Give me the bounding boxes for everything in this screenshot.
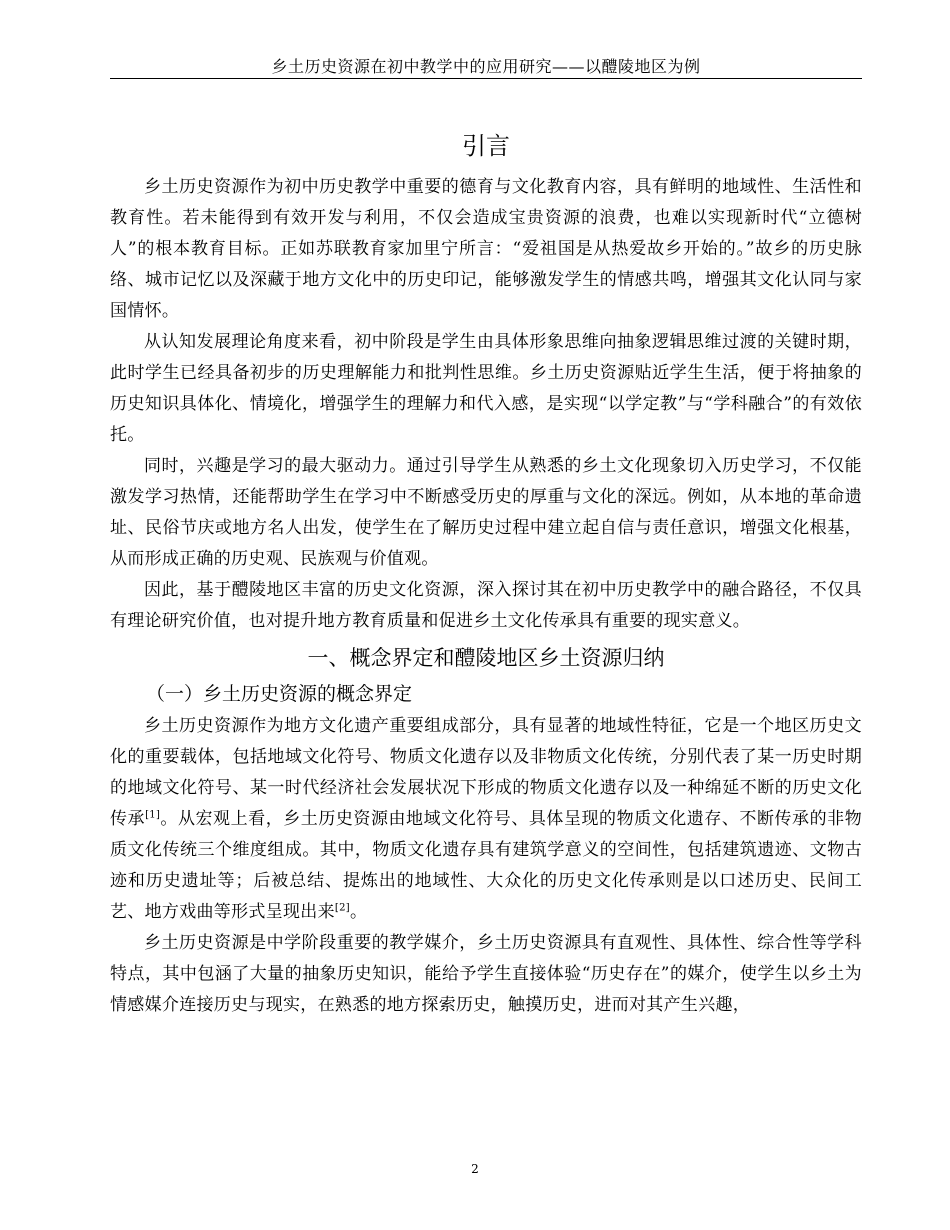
body-paragraph (110, 711, 862, 928)
subsection-heading: （一）乡土历史资源的概念界定 (146, 683, 413, 705)
body-paragraph: 乡土历史资源是中学阶段重要的教学媒介，乡土历史资源具有直观性、具体性、综合性等学科特点，其中包涵了大量的抽象历史知识，能给予学生直接体验“历史存在”的媒介，使学生以乡土为情感媒介连接历史与现实，在熟悉的地方探索历史，触摸历史，进而对其产生兴趣， (110, 933, 862, 1015)
paragraph-text: 乡土历史资源作为地方文化遗产重要组成部分，具有显著的地域性特征，它是一个地区历史文化的重要载体，包括地域文化符号、物质文化遗存以及非物质文化传统，分别代表了某一历史时期的地域文化符号、某一时代经济社会发展状况下形成的物质文化遗存以及一种绵延不断的历史文化传承 (110, 716, 862, 829)
intro-paragraph: 乡土历史资源作为初中历史教学中重要的德育与文化教育内容，具有鲜明的地域性、生活性和教育性。若未能得到有效开发与利用，不仅会造成宝贵资源的浪费，也难以实现新时代“立德树人”的根本教育目标。正如苏联教育家加里宁所言：“爱祖国是从热爱故乡开始的。”故乡的历史脉络、城市记忆以及深藏于地方文化中的历史印记，能够激发学生的情感共鸣，增强其文化认同与家国情怀。 (110, 177, 862, 321)
intro-title: 引言 (462, 132, 510, 160)
section-heading: 一、概念界定和醴陵地区乡土资源归纳 (307, 646, 665, 670)
citation-marker: [2] (334, 902, 350, 914)
paragraph-text: 。从宏观上看，乡土历史资源由地域文化符号、具体呈现的物质文化遗存、不断传承的非物质文化传统三个维度组成。其中，物质文化遗存具有建筑学意义的空间性，包括建筑遗迹、文物古迹和历史遗址等；后被总结、提炼出的地域性、大众化的历史文化传承则是以口述历史、民间工艺、地方戏曲等形式呈现出来 (110, 809, 862, 922)
intro-paragraph: 因此，基于醴陵地区丰富的历史文化资源，深入探讨其在初中历史教学中的融合路径，不仅具有理论研究价值，也对提升地方教育质量和促进乡土文化传承具有重要的现实意义。 (110, 580, 862, 631)
citation-marker: [1] (145, 809, 161, 821)
header-rule (110, 78, 862, 79)
paragraph-text: 。 (349, 902, 368, 922)
intro-paragraph: 同时，兴趣是学习的最大驱动力。通过引导学生从熟悉的乡土文化现象切入历史学习，不仅能激发学习热情，还能帮助学生在学习中不断感受历史的厚重与文化的深远。例如，从本地的革命遗址、民俗节庆或地方名人出发，使学生在了解历史过程中建立起自信与责任意识，增强文化根基，从而形成正确的历史观、民族观与价值观。 (110, 456, 862, 569)
page-number: 2 (471, 1162, 479, 1176)
intro-paragraph: 从认知发展理论角度来看，初中阶段是学生由具体形象思维向抽象逻辑思维过渡的关键时期，此时学生已经具备初步的历史理解能力和批判性思维。乡土历史资源贴近学生生活，便于将抽象的历史知识具体化、情境化，增强学生的理解力和代入感，是实现“以学定教”与“学科融合”的有效依托。 (110, 332, 862, 445)
page-body (110, 128, 862, 1021)
running-header: 乡土历史资源在初中教学中的应用研究——以醴陵地区为例 (271, 57, 701, 76)
